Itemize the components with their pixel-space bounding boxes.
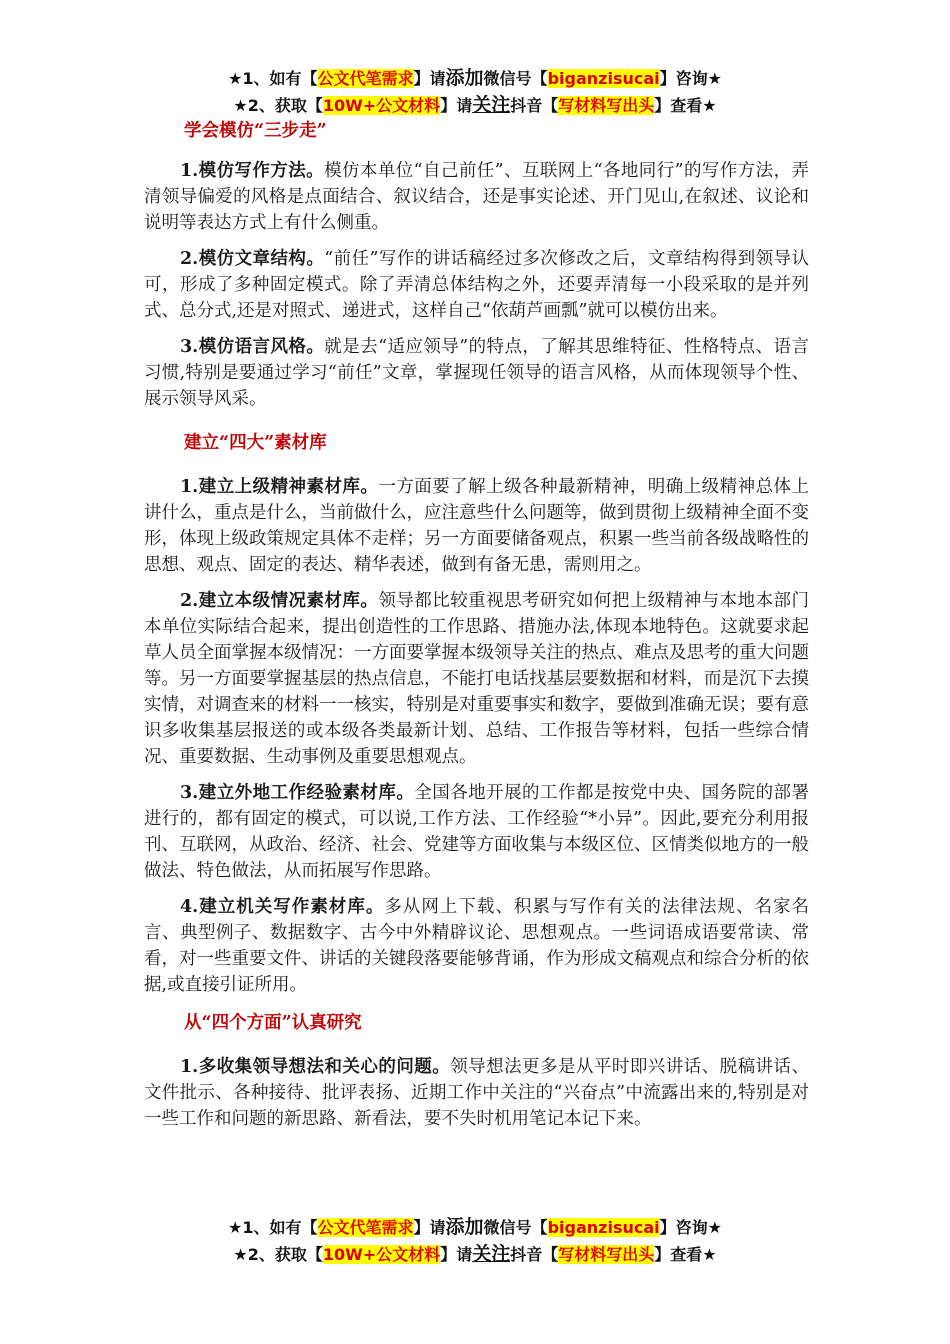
section-heading: 学会模仿“三步走”: [184, 121, 327, 141]
section-heading: 建立“四大”素材库: [184, 433, 327, 453]
paragraph: 4.建立机关写作素材库。多从网上下载、积累与写作有关的法律法规、名家名言、典型例子、数据数字、古今中外精辟议论、思想观点。一些词语成语要常读、常看，对一些重要文件、讲话的关键段落要能够背诵，作为形成文稿观点和综合分析的依据,或直接引证所用。: [144, 897, 809, 995]
wechat-id: biganzisucai: [547, 1218, 660, 1237]
header-banner-line-2: ★2、获取【10W+公文材料】请关注抖音【写材料写出头】查看★: [233, 94, 717, 116]
wechat-id: biganzisucai: [547, 69, 660, 88]
section-heading: 从“四个方面”认真研究: [184, 1013, 362, 1033]
highlight-text: 10W+公文材料: [322, 96, 441, 115]
highlight-text: 10W+公文材料: [322, 1245, 441, 1264]
header-banner-line-1: ★1、如有【公文代笔需求】请添加微信号【biganzisucai】咨询★: [228, 67, 722, 89]
footer-banner-line-2: ★2、获取【10W+公文材料】请关注抖音【写材料写出头】查看★: [233, 1243, 717, 1265]
paragraph: 2.模仿文章结构。“前任”写作的讲话稿经过多次修改之后，文章结构得到领导认可，形成了多种固定模式。除了弄清总体结构之外，还要弄清每一小段采取的是并列式、总分式,还是对照式、递进式，这样自己“依葫芦画瓢”就可以模仿出来。: [144, 249, 809, 321]
paragraph: 3.建立外地工作经验素材库。全国各地开展的工作都是按党中央、国务院的部署进行的，都有固定的模式，可以说,工作方法、工作经验“*小异”。因此,要充分利用报刊、互联网，从政治、经济、社会、党建等方面收集与本级区位、区情类似地方的一般做法、特色做法，从而拓展写作思路。: [144, 783, 809, 881]
douyin-account: 写材料写出头: [558, 96, 655, 115]
highlight-text: 公文代笔需求: [317, 1218, 414, 1237]
highlight-text: 公文代笔需求: [317, 69, 414, 88]
paragraph: 3.模仿语言风格。就是去“适应领导”的特点，了解其思维特征、性格特点、语言习惯,特别是要通过学习“前任”文章，掌握现任领导的语言风格，从而体现领导个性、展示领导风采。: [144, 337, 809, 409]
document-body: [144, 118, 809, 1142]
paragraph: 1.多收集领导想法和关心的问题。领导想法更多是从平时即兴讲话、脱稿讲话、文件批示、各种接待、批评表扬、近期工作中关注的“兴奋点”中流露出来的,特别是对一些工作和问题的新思路、新看法，要不失时机用笔记本记下来。: [144, 1057, 809, 1129]
footer-banner-line-1: ★1、如有【公文代笔需求】请添加微信号【biganzisucai】咨询★: [228, 1216, 722, 1238]
paragraph: 2.建立本级情况素材库。领导都比较重视思考研究如何把上级精神与本地本部门本单位实际结合起来，提出创造性的工作思路、措施办法,体现本地特色。这就要求起草人员全面掌握本级情况：一方面要掌握本级领导关注的热点、难点及思考的重大问题等。另一方面要掌握基层的热点信息，不能打电话找基层要数据和材料，而是沉下去摸实情，对调查来的材料一一核实，特别是对重要事实和数字，要做到准确无误；要有意识多收集基层报送的或本级各类最新计划、总结、工作报告等材料，包括一些综合情况、重要数据、生动事例及重要思想观点。: [144, 591, 809, 767]
paragraph: 1.建立上级精神素材库。一方面要了解上级各种最新精神，明确上级精神总体上讲什么，重点是什么，当前做什么，应注意些什么问题等，做到贯彻上级精神全面不变形，体现上级政策规定具体不走样；另一方面要储备观点，积累一些当前各级战略性的思想、观点、固定的表达、精华表述，做到有备无患，需则用之。: [144, 477, 809, 575]
douyin-account: 写材料写出头: [558, 1245, 655, 1264]
paragraph: 1.模仿写作方法。模仿本单位“自己前任”、互联网上“各地同行”的写作方法，弄清领导偏爱的风格是点面结合、叙议结合，还是事实论述、开门见山,在叙述、议论和说明等表达方式上有什么侧重。: [144, 161, 809, 233]
